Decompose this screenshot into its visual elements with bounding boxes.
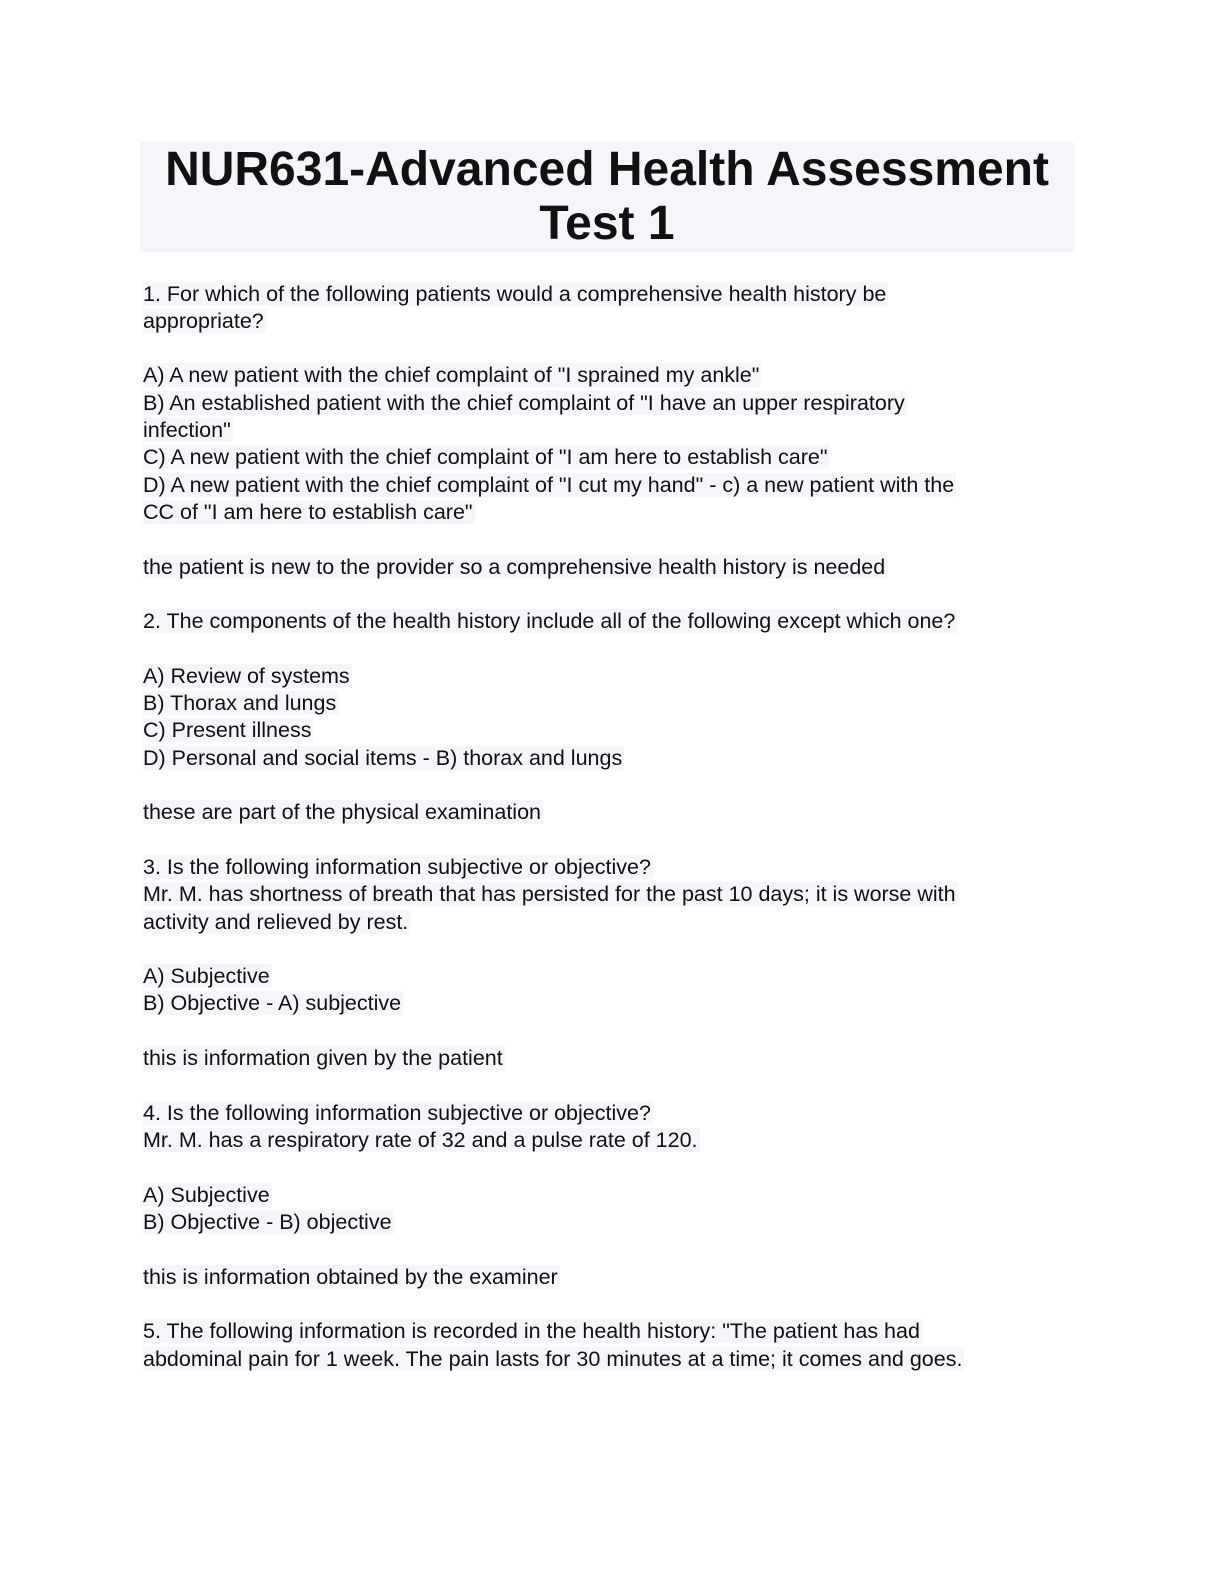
title-block <box>140 142 1074 252</box>
question-1-option-c: C) A new patient with the chief complaint of "I am here to establish care" <box>143 445 828 469</box>
question-3-stem-line-2: Mr. M. has shortness of breath that has persisted for the past 10 days; it is worse with <box>143 882 956 906</box>
question-1-stem-line-2: appropriate? <box>143 309 264 333</box>
question-1-stem-line-1: 1. For which of the following patients would a comprehensive health history be <box>143 282 887 306</box>
question-5-stem-line-1: 5. The following information is recorded in the health history: "The patient has had <box>143 1319 920 1343</box>
question-3-rationale: this is information given by the patient <box>143 1046 503 1070</box>
question-4-stem-line-2: Mr. M. has a respiratory rate of 32 and a pulse rate of 120. <box>143 1128 698 1152</box>
document-title-line-1: NUR631-Advanced Health Assessment <box>165 143 1049 196</box>
question-2-option-b: B) Thorax and lungs <box>143 691 337 715</box>
question-1-rationale: the patient is new to the provider so a comprehensive health history is needed <box>143 555 886 579</box>
question-2-option-c: C) Present illness <box>143 718 312 742</box>
question-1-option-d-line-2: CC of "I am here to establish care" <box>143 500 473 524</box>
question-2-option-d: D) Personal and social items - B) thorax and lungs <box>143 746 623 770</box>
question-3-option-b: B) Objective - A) subjective <box>143 991 402 1015</box>
question-3-option-a: A) Subjective <box>143 964 270 988</box>
question-4-rationale: this is information obtained by the examiner <box>143 1265 558 1289</box>
question-1-option-a: A) A new patient with the chief complaint of "I sprained my ankle" <box>143 363 760 387</box>
question-3-stem-line-3: activity and relieved by rest. <box>143 910 409 934</box>
question-3-stem-line-1: 3. Is the following information subjective or objective? <box>143 855 651 879</box>
question-1-option-d-line-1: D) A new patient with the chief complaint of "I cut my hand" - c) a new patient with the <box>143 473 955 497</box>
question-4-option-b: B) Objective - B) objective <box>143 1210 392 1234</box>
question-5-stem-line-2: abdominal pain for 1 week. The pain lasts for 30 minutes at a time; it comes and goes. <box>143 1347 963 1371</box>
question-4-stem-line-1: 4. Is the following information subjective or objective? <box>143 1101 651 1125</box>
question-2-option-a: A) Review of systems <box>143 664 350 688</box>
question-1-option-b-line-2: infection" <box>143 418 231 442</box>
question-1-option-b-line-1: B) An established patient with the chief complaint of "I have an upper respiratory <box>143 391 905 415</box>
document-title-line-2: Test 1 <box>539 197 675 250</box>
question-2-rationale: these are part of the physical examination <box>143 800 541 824</box>
question-2-stem: 2. The components of the health history include all of the following except which one? <box>143 609 956 633</box>
question-4-option-a: A) Subjective <box>143 1183 270 1207</box>
